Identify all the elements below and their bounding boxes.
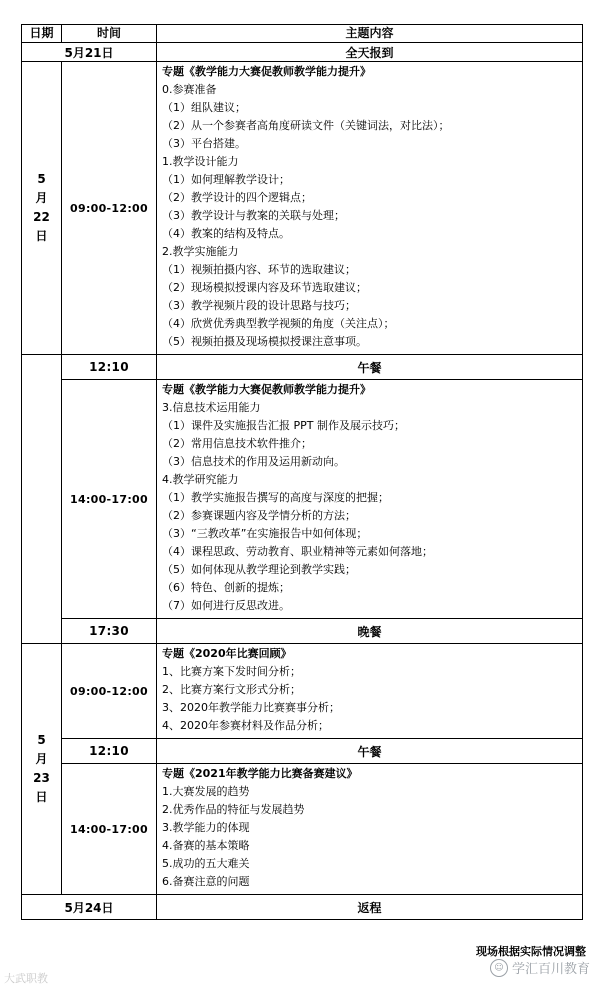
topic-line: （3）信息技术的作用及运用新动向。 [162, 455, 345, 468]
topic-line: （4）教案的结构及特点。 [162, 227, 290, 240]
registration-row [22, 43, 583, 62]
watermark-left: 大武职教 [4, 972, 48, 985]
topic-line: （6）特色、创新的提炼； [162, 581, 290, 594]
topic-line: （2）从一个参赛者高角度研读文件（关键词法，对比法）； [162, 119, 450, 132]
return-date: 5月24日 [22, 895, 157, 920]
day2-lunch-text: 午餐 [157, 739, 583, 764]
day1-afternoon-time: 14:00-17:00 [62, 380, 157, 619]
day1-morning-row [22, 62, 583, 355]
day1-date-blank [22, 355, 62, 644]
header-content: 主题内容 [157, 25, 583, 43]
day1-lunch-time: 12:10 [62, 355, 157, 380]
day2-date: 5 月 23 日 [22, 644, 62, 895]
topic-line: 6.备赛注意的问题 [162, 875, 250, 888]
topic-line: 3、2020年教学能力比赛赛事分析； [162, 701, 340, 714]
day1-date: 5 月 22 日 [22, 62, 62, 355]
topic-line: 1.大赛发展的趋势 [162, 785, 250, 798]
adjustment-note: 现场根据实际情况调整 [476, 945, 586, 958]
day1-afternoon-content [157, 380, 583, 619]
topic-line: （3）教学视频片段的设计思路与技巧； [162, 299, 356, 312]
topic-line: 2.优秀作品的特征与发展趋势 [162, 803, 305, 816]
return-text: 返程 [157, 895, 583, 920]
header-date: 日期 [22, 25, 62, 43]
topic-line: （1）组队建议； [162, 101, 246, 114]
topic-line: 1、比赛方案下发时间分析； [162, 665, 301, 678]
day2-lunch-row [22, 739, 583, 764]
header-row [22, 25, 583, 43]
day1-afternoon-row [22, 380, 583, 619]
topic-line: 3.信息技术运用能力 [162, 401, 261, 414]
topic-line: （3）教学设计与教案的关联与处理； [162, 209, 345, 222]
topic-line: （4）课程思政、劳动教育、职业精神等元素如何落地； [162, 545, 433, 558]
topic-line: （1）教学实施报告撰写的高度与深度的把握； [162, 491, 389, 504]
registration-text: 全天报到 [157, 43, 583, 62]
topic-line: 4.教学研究能力 [162, 473, 239, 486]
topic-line: （1）如何理解教学设计； [162, 173, 290, 186]
header-time: 时间 [62, 25, 157, 43]
topic-line: （2）现场模拟授课内容及环节选取建议； [162, 281, 367, 294]
topic-line: 4、2020年参赛材料及作品分析； [162, 719, 329, 732]
registration-date: 5月21日 [22, 43, 157, 62]
topic-line: （3）平台搭建。 [162, 137, 246, 150]
watermark-right [490, 958, 590, 977]
day1-lunch-row [22, 355, 583, 380]
day1-morning-time: 09:00-12:00 [62, 62, 157, 355]
topic-line: （5）如何体现从教学理论到教学实践； [162, 563, 356, 576]
watermark-right-text: 学汇百川教育 [511, 962, 590, 977]
topic-line: （3）“三教改革”在实施报告中如何体现； [162, 527, 368, 540]
day2-afternoon-time: 14:00-17:00 [62, 764, 157, 895]
day2-afternoon-content [157, 764, 583, 895]
day2-morning-row [22, 644, 583, 739]
day1-dinner-row [22, 619, 583, 644]
topic-line: （1）视频拍摄内容、环节的选取建议； [162, 263, 356, 276]
topic-line: 4.备赛的基本策略 [162, 839, 250, 852]
schedule-table [21, 24, 583, 920]
day2-morning-content [157, 644, 583, 739]
day2-lunch-time: 12:10 [62, 739, 157, 764]
topic-line: （4）欣赏优秀典型教学视频的角度（关注点）； [162, 317, 395, 330]
return-row [22, 895, 583, 920]
day2-afternoon-row [22, 764, 583, 895]
day1-dinner-time: 17:30 [62, 619, 157, 644]
topic-title: 专题《教学能力大赛促教师教学能力提升》 [162, 65, 371, 78]
topic-line: 1.教学设计能力 [162, 155, 239, 168]
topic-line: （2）参赛课题内容及学情分析的方法； [162, 509, 356, 522]
topic-line: 2、比赛方案行文形式分析； [162, 683, 301, 696]
topic-title: 专题《2021年教学能力比赛备赛建议》 [162, 767, 358, 780]
topic-title: 专题《教学能力大赛促教师教学能力提升》 [162, 383, 371, 396]
topic-line: （7）如何进行反思改进。 [162, 599, 290, 612]
day1-lunch-text: 午餐 [157, 355, 583, 380]
topic-line: 0.参赛准备 [162, 83, 217, 96]
topic-line: 2.教学实施能力 [162, 245, 239, 258]
day1-morning-content [157, 62, 583, 355]
wechat-icon: ☺ [490, 959, 508, 977]
topic-line: （5）视频拍摄及现场模拟授课注意事项。 [162, 335, 367, 348]
day1-dinner-text: 晚餐 [157, 619, 583, 644]
topic-line: 3.教学能力的体现 [162, 821, 250, 834]
topic-title: 专题《2020年比赛回顾》 [162, 647, 292, 660]
topic-line: （1）课件及实施报告汇报 PPT 制作及展示技巧； [162, 419, 405, 432]
topic-line: （2）教学设计的四个逻辑点； [162, 191, 312, 204]
day2-morning-time: 09:00-12:00 [62, 644, 157, 739]
topic-line: （2）常用信息技术软件推介； [162, 437, 312, 450]
topic-line: 5.成功的五大难关 [162, 857, 250, 870]
